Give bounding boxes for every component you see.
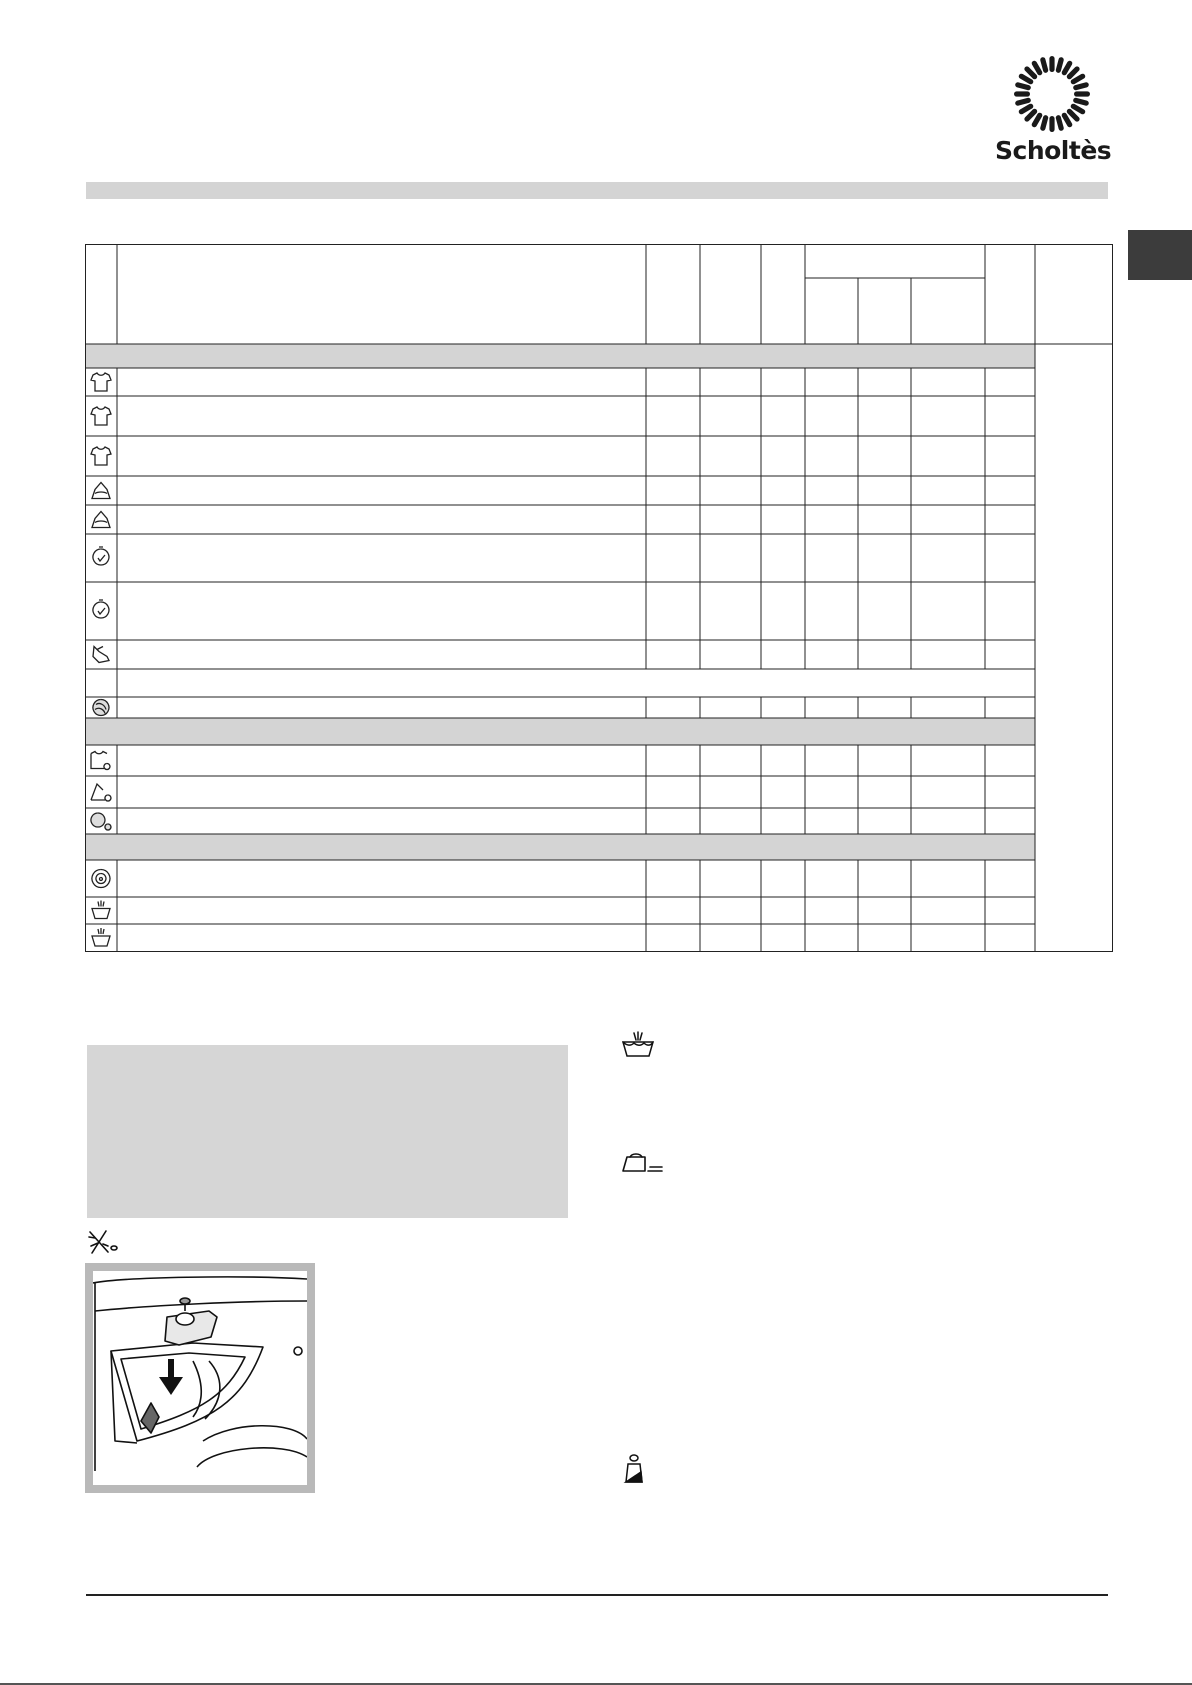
wool-icon xyxy=(93,700,109,716)
language-tab xyxy=(1128,230,1192,280)
scholtes-logo xyxy=(995,52,1110,172)
rinse-icon xyxy=(92,901,110,919)
table-group-header xyxy=(85,834,1035,860)
logo-ray xyxy=(1074,91,1090,96)
section-header-bar xyxy=(86,182,1108,199)
table-group-header xyxy=(85,718,1035,745)
sun-burst-icon xyxy=(995,52,1110,136)
shirt-sun-icon xyxy=(91,752,110,770)
delicate-wash-icon xyxy=(92,512,110,528)
detergent-drawer-illustration xyxy=(85,1263,315,1493)
wool-sun-icon xyxy=(91,813,111,830)
shirt-icon xyxy=(91,407,111,425)
logo-ray xyxy=(1014,91,1030,96)
spin-icon xyxy=(92,870,110,888)
info-panel xyxy=(87,1045,568,1218)
delicate-sun-icon xyxy=(91,784,111,801)
weight-icon xyxy=(620,1452,656,1482)
quick-wash-icon xyxy=(93,547,109,565)
logo-ray xyxy=(1049,116,1054,132)
iron-icon xyxy=(620,1147,656,1177)
stain-removal-icon xyxy=(86,1228,122,1258)
delicate-wash-icon xyxy=(92,483,110,499)
quick-wash-icon xyxy=(93,600,109,618)
programme-table xyxy=(85,244,1113,952)
brand-name: Scholtès xyxy=(995,136,1112,165)
shoe-icon xyxy=(93,647,109,663)
logo-ray xyxy=(1049,56,1054,72)
footer-rule xyxy=(86,1594,1108,1596)
hand-wash-icon xyxy=(620,1030,656,1060)
table-group-header xyxy=(85,344,1035,368)
shirt-icon xyxy=(91,373,111,391)
rinse-icon xyxy=(92,928,110,946)
shirt-icon xyxy=(91,447,111,465)
